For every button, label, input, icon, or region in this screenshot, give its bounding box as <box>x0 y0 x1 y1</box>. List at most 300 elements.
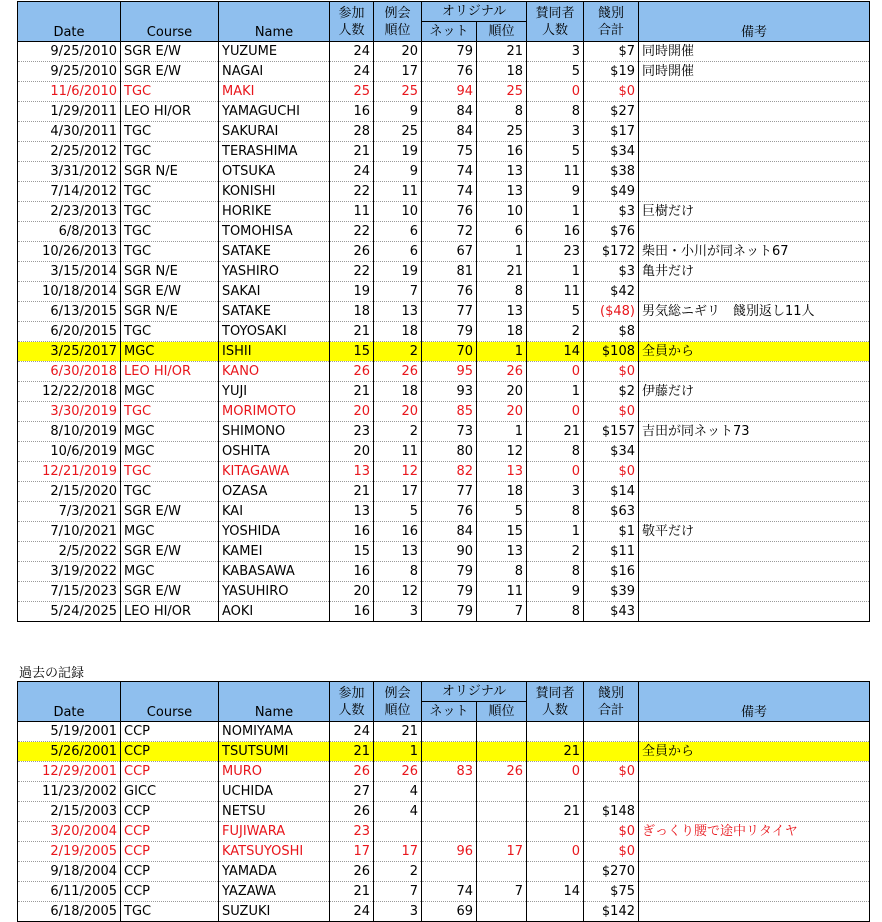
cell-original-rank: 13 <box>477 462 527 482</box>
cell-supporters: 1 <box>527 522 584 542</box>
past-records-body <box>18 722 870 922</box>
cell-course: MGC <box>121 382 219 402</box>
cell-remarks: 巨樹だけ <box>639 202 870 222</box>
cell-supporters: 9 <box>527 582 584 602</box>
cell-date: 2/23/2013 <box>18 202 121 222</box>
cell-net: 80 <box>422 442 477 462</box>
table-row <box>18 602 870 622</box>
cell-original-rank: 26 <box>477 362 527 382</box>
cell-name: MORIMOTO <box>219 402 330 422</box>
cell-original-rank: 5 <box>477 502 527 522</box>
cell-players: 26 <box>330 242 374 262</box>
header-rank: 例会 順位 <box>374 2 422 42</box>
header-remarks: 備考 <box>639 2 870 42</box>
cell-course: CCP <box>121 822 219 842</box>
cell-course: CCP <box>121 762 219 782</box>
cell-name: UCHIDA <box>219 782 330 802</box>
cell-remarks: 伊藤だけ <box>639 382 870 402</box>
cell-prize: $0 <box>584 402 639 422</box>
table-row <box>18 122 870 142</box>
cell-original-rank: 25 <box>477 82 527 102</box>
cell-net <box>422 722 477 742</box>
cell-original-rank: 16 <box>477 142 527 162</box>
cell-remarks <box>639 502 870 522</box>
table-row <box>18 322 870 342</box>
table-row <box>18 902 870 922</box>
table-row <box>18 502 870 522</box>
cell-course: MGC <box>121 522 219 542</box>
cell-remarks: 敬平だけ <box>639 522 870 542</box>
cell-supporters: 3 <box>527 482 584 502</box>
table-row <box>18 42 870 62</box>
cell-net: 70 <box>422 342 477 362</box>
cell-prize: $17 <box>584 122 639 142</box>
cell-date: 7/3/2021 <box>18 502 121 522</box>
cell-prize: $34 <box>584 142 639 162</box>
cell-net: 79 <box>422 562 477 582</box>
cell-net: 84 <box>422 122 477 142</box>
cell-course: SGR E/W <box>121 582 219 602</box>
cell-net: 79 <box>422 582 477 602</box>
cell-course: SGR E/W <box>121 542 219 562</box>
header-course: Course <box>121 682 219 722</box>
cell-name: NOMIYAMA <box>219 722 330 742</box>
cell-remarks <box>639 322 870 342</box>
table-row <box>18 582 870 602</box>
cell-name: ISHII <box>219 342 330 362</box>
cell-net: 74 <box>422 182 477 202</box>
cell-rank: 21 <box>374 722 422 742</box>
cell-supporters: 0 <box>527 762 584 782</box>
cell-name: KABASAWA <box>219 562 330 582</box>
cell-prize: $16 <box>584 562 639 582</box>
cell-original-rank: 8 <box>477 102 527 122</box>
cell-rank: 18 <box>374 322 422 342</box>
cell-name: YAMAGUCHI <box>219 102 330 122</box>
cell-prize: $43 <box>584 602 639 622</box>
table-row <box>18 162 870 182</box>
cell-rank: 5 <box>374 502 422 522</box>
cell-date: 7/14/2012 <box>18 182 121 202</box>
cell-players: 13 <box>330 462 374 482</box>
cell-rank: 25 <box>374 82 422 102</box>
cell-supporters <box>527 822 584 842</box>
cell-supporters: 1 <box>527 202 584 222</box>
cell-players: 24 <box>330 162 374 182</box>
cell-rank: 8 <box>374 562 422 582</box>
cell-supporters: 1 <box>527 262 584 282</box>
cell-players: 28 <box>330 122 374 142</box>
cell-original-rank: 1 <box>477 422 527 442</box>
cell-rank: 9 <box>374 162 422 182</box>
cell-original-rank: 18 <box>477 482 527 502</box>
cell-course: TGC <box>121 182 219 202</box>
table-row <box>18 302 870 322</box>
records-table <box>17 1 870 622</box>
cell-course: TGC <box>121 322 219 342</box>
cell-prize: $0 <box>584 842 639 862</box>
header-net: ネット <box>422 22 477 42</box>
cell-prize: $3 <box>584 262 639 282</box>
cell-rank <box>374 822 422 842</box>
cell-rank: 2 <box>374 862 422 882</box>
cell-players: 22 <box>330 262 374 282</box>
cell-date: 11/6/2010 <box>18 82 121 102</box>
cell-net: 82 <box>422 462 477 482</box>
table-row <box>18 102 870 122</box>
cell-prize: $3 <box>584 202 639 222</box>
cell-prize: $76 <box>584 222 639 242</box>
cell-players: 25 <box>330 82 374 102</box>
cell-course: TGC <box>121 122 219 142</box>
table-row <box>18 422 870 442</box>
cell-supporters: 0 <box>527 402 584 422</box>
cell-remarks <box>639 162 870 182</box>
header-net: ネット <box>422 702 477 722</box>
cell-net: 76 <box>422 62 477 82</box>
header-original: オリジナル <box>422 682 527 702</box>
cell-original-rank: 1 <box>477 242 527 262</box>
cell-date: 2/15/2020 <box>18 482 121 502</box>
header-supporters: 賛同者 人数 <box>527 2 584 42</box>
cell-original-rank: 12 <box>477 442 527 462</box>
table-row <box>18 522 870 542</box>
cell-players: 19 <box>330 282 374 302</box>
cell-date: 9/25/2010 <box>18 42 121 62</box>
cell-supporters <box>527 862 584 882</box>
header-date: Date <box>18 2 121 42</box>
cell-supporters: 11 <box>527 282 584 302</box>
cell-net: 84 <box>422 102 477 122</box>
cell-course: CCP <box>121 882 219 902</box>
cell-date: 2/5/2022 <box>18 542 121 562</box>
cell-course: MGC <box>121 422 219 442</box>
cell-remarks <box>639 102 870 122</box>
cell-original-rank: 26 <box>477 762 527 782</box>
header-course: Course <box>121 2 219 42</box>
cell-rank: 19 <box>374 142 422 162</box>
cell-supporters: 14 <box>527 342 584 362</box>
cell-prize: $11 <box>584 542 639 562</box>
past-records-table <box>17 681 870 922</box>
past-records-header <box>18 682 870 722</box>
table-row <box>18 182 870 202</box>
cell-original-rank: 18 <box>477 62 527 82</box>
cell-supporters: 11 <box>527 162 584 182</box>
cell-prize: $2 <box>584 382 639 402</box>
cell-name: KANO <box>219 362 330 382</box>
cell-remarks <box>639 722 870 742</box>
cell-name: YAZAWA <box>219 882 330 902</box>
cell-course: MGC <box>121 342 219 362</box>
cell-date: 3/31/2012 <box>18 162 121 182</box>
cell-remarks <box>639 542 870 562</box>
cell-course: LEO HI/OR <box>121 602 219 622</box>
cell-supporters: 8 <box>527 442 584 462</box>
cell-players: 18 <box>330 302 374 322</box>
cell-prize: $0 <box>584 362 639 382</box>
cell-name: SUZUKI <box>219 902 330 922</box>
cell-original-rank <box>477 742 527 762</box>
cell-remarks: 同時開催 <box>639 62 870 82</box>
table-row <box>18 822 870 842</box>
cell-players: 26 <box>330 362 374 382</box>
cell-original-rank <box>477 782 527 802</box>
cell-date: 2/19/2005 <box>18 842 121 862</box>
cell-remarks <box>639 402 870 422</box>
cell-date: 5/19/2001 <box>18 722 121 742</box>
cell-rank: 2 <box>374 422 422 442</box>
cell-prize: $63 <box>584 502 639 522</box>
cell-prize: $27 <box>584 102 639 122</box>
cell-players: 21 <box>330 322 374 342</box>
cell-original-rank <box>477 862 527 882</box>
cell-name: YASHIRO <box>219 262 330 282</box>
table-row <box>18 722 870 742</box>
cell-remarks: ぎっくり腰で途中リタイヤ <box>639 822 870 842</box>
past-records-title: 過去の記録 <box>19 666 85 681</box>
cell-remarks <box>639 482 870 502</box>
cell-players: 15 <box>330 542 374 562</box>
cell-name: NAGAI <box>219 62 330 82</box>
header-rank: 例会 順位 <box>374 682 422 722</box>
cell-remarks <box>639 602 870 622</box>
cell-players: 27 <box>330 782 374 802</box>
cell-date: 6/30/2018 <box>18 362 121 382</box>
cell-players: 15 <box>330 342 374 362</box>
cell-date: 6/13/2015 <box>18 302 121 322</box>
cell-date: 12/21/2019 <box>18 462 121 482</box>
cell-course: GICC <box>121 782 219 802</box>
cell-date: 12/29/2001 <box>18 762 121 782</box>
cell-supporters: 8 <box>527 102 584 122</box>
cell-course: TGC <box>121 482 219 502</box>
records-body <box>18 42 870 622</box>
cell-supporters: 21 <box>527 742 584 762</box>
cell-players: 22 <box>330 182 374 202</box>
cell-remarks: 吉田が同ネット73 <box>639 422 870 442</box>
cell-players: 23 <box>330 422 374 442</box>
table-row <box>18 382 870 402</box>
cell-supporters <box>527 782 584 802</box>
table-row <box>18 282 870 302</box>
cell-remarks <box>639 182 870 202</box>
table-row <box>18 262 870 282</box>
cell-net: 76 <box>422 502 477 522</box>
cell-date: 5/24/2025 <box>18 602 121 622</box>
cell-net <box>422 782 477 802</box>
table-row <box>18 742 870 762</box>
cell-name: MAKI <box>219 82 330 102</box>
cell-original-rank: 20 <box>477 402 527 422</box>
cell-players: 21 <box>330 882 374 902</box>
cell-prize <box>584 722 639 742</box>
table-row <box>18 762 870 782</box>
cell-rank: 10 <box>374 202 422 222</box>
cell-players: 21 <box>330 742 374 762</box>
cell-supporters: 8 <box>527 602 584 622</box>
cell-rank: 6 <box>374 242 422 262</box>
cell-rank: 11 <box>374 442 422 462</box>
cell-name: YUZUME <box>219 42 330 62</box>
cell-date: 2/15/2003 <box>18 802 121 822</box>
cell-original-rank: 20 <box>477 382 527 402</box>
cell-supporters: 14 <box>527 882 584 902</box>
cell-supporters: 5 <box>527 142 584 162</box>
cell-original-rank: 13 <box>477 162 527 182</box>
cell-prize: $142 <box>584 902 639 922</box>
cell-course: TGC <box>121 462 219 482</box>
cell-original-rank <box>477 802 527 822</box>
cell-remarks: 柴田・小川が同ネット67 <box>639 242 870 262</box>
cell-name: FUJIWARA <box>219 822 330 842</box>
cell-rank: 17 <box>374 842 422 862</box>
header-remarks: 備考 <box>639 682 870 722</box>
cell-remarks <box>639 142 870 162</box>
cell-date: 10/6/2019 <box>18 442 121 462</box>
cell-original-rank: 7 <box>477 602 527 622</box>
cell-rank: 26 <box>374 762 422 782</box>
cell-remarks <box>639 82 870 102</box>
cell-net: 76 <box>422 282 477 302</box>
cell-supporters: 16 <box>527 222 584 242</box>
cell-date: 6/11/2005 <box>18 882 121 902</box>
cell-players: 23 <box>330 822 374 842</box>
cell-prize: $0 <box>584 822 639 842</box>
cell-name: SAKURAI <box>219 122 330 142</box>
cell-original-rank <box>477 722 527 742</box>
cell-course: TGC <box>121 82 219 102</box>
cell-net: 73 <box>422 422 477 442</box>
cell-net: 79 <box>422 602 477 622</box>
cell-rank: 12 <box>374 462 422 482</box>
cell-rank: 11 <box>374 182 422 202</box>
cell-net: 74 <box>422 162 477 182</box>
cell-name: YASUHIRO <box>219 582 330 602</box>
cell-course: MGC <box>121 442 219 462</box>
cell-course: CCP <box>121 842 219 862</box>
cell-prize: $19 <box>584 62 639 82</box>
cell-net <box>422 742 477 762</box>
cell-remarks: 全員から <box>639 742 870 762</box>
cell-remarks <box>639 442 870 462</box>
table-row <box>18 62 870 82</box>
cell-name: TOYOSAKI <box>219 322 330 342</box>
cell-remarks <box>639 802 870 822</box>
cell-players: 24 <box>330 722 374 742</box>
cell-rank: 20 <box>374 402 422 422</box>
cell-players: 16 <box>330 562 374 582</box>
cell-prize: $148 <box>584 802 639 822</box>
cell-prize: $0 <box>584 462 639 482</box>
table-row <box>18 782 870 802</box>
cell-course: CCP <box>121 722 219 742</box>
cell-supporters: 0 <box>527 842 584 862</box>
cell-prize: $157 <box>584 422 639 442</box>
cell-supporters <box>527 722 584 742</box>
cell-remarks <box>639 282 870 302</box>
table-row <box>18 542 870 562</box>
cell-date: 6/18/2005 <box>18 902 121 922</box>
cell-prize: $49 <box>584 182 639 202</box>
cell-net <box>422 822 477 842</box>
cell-course: TGC <box>121 222 219 242</box>
cell-supporters: 21 <box>527 422 584 442</box>
cell-players: 21 <box>330 142 374 162</box>
cell-prize: $39 <box>584 582 639 602</box>
cell-course: SGR N/E <box>121 262 219 282</box>
cell-course: SGR E/W <box>121 282 219 302</box>
cell-course: LEO HI/OR <box>121 102 219 122</box>
cell-course: TGC <box>121 902 219 922</box>
cell-net: 76 <box>422 202 477 222</box>
cell-rank: 4 <box>374 782 422 802</box>
cell-course: SGR N/E <box>121 302 219 322</box>
table-row <box>18 362 870 382</box>
cell-prize: $34 <box>584 442 639 462</box>
cell-net: 94 <box>422 82 477 102</box>
cell-rank: 16 <box>374 522 422 542</box>
cell-players: 21 <box>330 382 374 402</box>
cell-supporters: 3 <box>527 122 584 142</box>
cell-net: 96 <box>422 842 477 862</box>
header-name: Name <box>219 2 330 42</box>
header-name: Name <box>219 682 330 722</box>
cell-original-rank <box>477 902 527 922</box>
table-row <box>18 242 870 262</box>
cell-date: 10/18/2014 <box>18 282 121 302</box>
cell-prize: $270 <box>584 862 639 882</box>
cell-rank: 7 <box>374 282 422 302</box>
cell-prize: $108 <box>584 342 639 362</box>
cell-original-rank: 25 <box>477 122 527 142</box>
cell-players: 13 <box>330 502 374 522</box>
cell-prize: $0 <box>584 762 639 782</box>
header-players: 参加 人数 <box>330 682 374 722</box>
cell-rank: 2 <box>374 342 422 362</box>
cell-supporters: 21 <box>527 802 584 822</box>
cell-original-rank: 13 <box>477 182 527 202</box>
cell-original-rank: 15 <box>477 522 527 542</box>
table-row <box>18 842 870 862</box>
cell-date: 10/26/2013 <box>18 242 121 262</box>
cell-net: 79 <box>422 42 477 62</box>
cell-rank: 3 <box>374 902 422 922</box>
header-prize: 餞別 合計 <box>584 682 639 722</box>
cell-rank: 13 <box>374 302 422 322</box>
cell-remarks: 亀井だけ <box>639 262 870 282</box>
cell-date: 9/18/2004 <box>18 862 121 882</box>
cell-players: 20 <box>330 402 374 422</box>
cell-remarks <box>639 842 870 862</box>
cell-remarks <box>639 762 870 782</box>
cell-course: LEO HI/OR <box>121 362 219 382</box>
header-supporters: 賛同者 人数 <box>527 682 584 722</box>
cell-original-rank: 1 <box>477 342 527 362</box>
cell-prize <box>584 782 639 802</box>
table-row <box>18 402 870 422</box>
cell-course: CCP <box>121 742 219 762</box>
cell-name: YUJI <box>219 382 330 402</box>
cell-supporters: 2 <box>527 542 584 562</box>
header-original: オリジナル <box>422 2 527 22</box>
cell-date: 6/8/2013 <box>18 222 121 242</box>
cell-rank: 7 <box>374 882 422 902</box>
cell-supporters: 8 <box>527 502 584 522</box>
table-row <box>18 862 870 882</box>
cell-rank: 25 <box>374 122 422 142</box>
cell-date: 8/10/2019 <box>18 422 121 442</box>
